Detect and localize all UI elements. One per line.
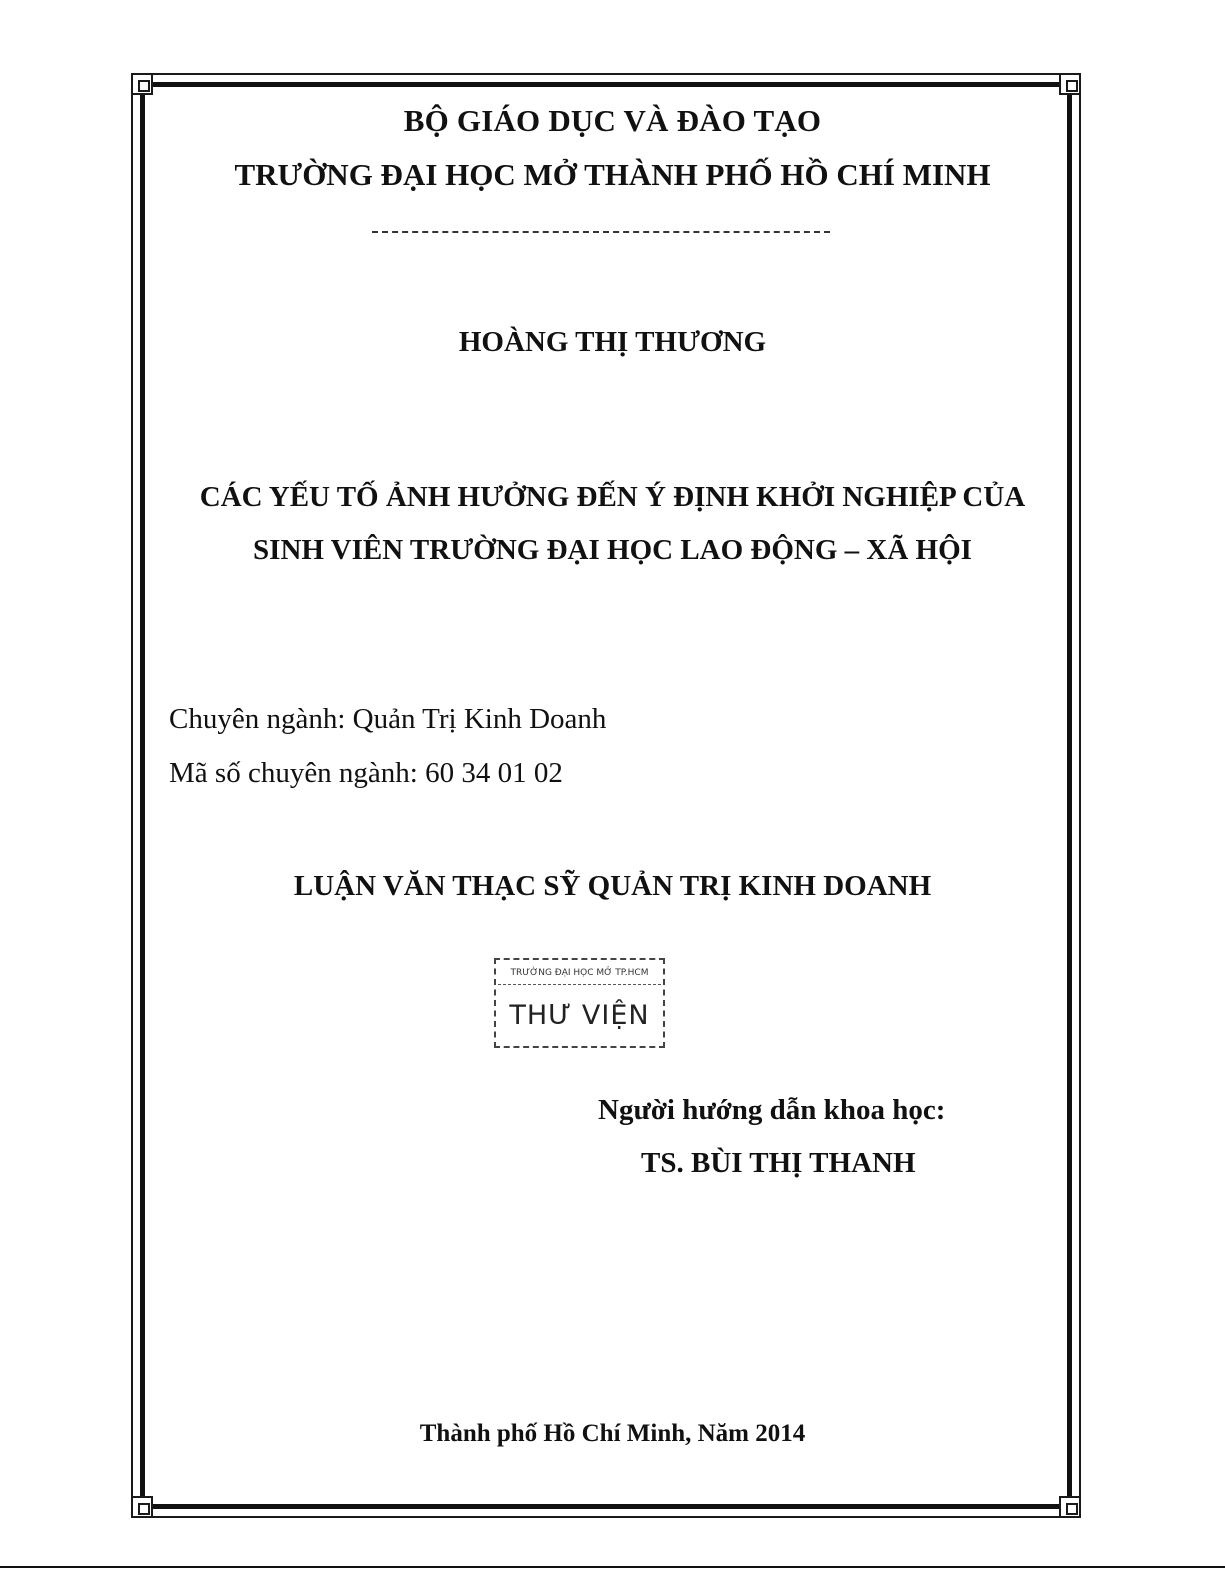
thesis-title-line-1: CÁC YẾU TỐ ẢNH HƯỞNG ĐẾN Ý ĐỊNH KHỞI NGHIỆP CỦA bbox=[199, 481, 1026, 513]
advisor-label: Người hướng dẫn khoa học: bbox=[598, 1094, 946, 1126]
library-stamp-label: THƯ VIỆN bbox=[509, 1000, 650, 1031]
advisor-name: TS. BÙI THỊ THANH bbox=[641, 1147, 916, 1179]
border-corner-ornament bbox=[131, 1496, 153, 1518]
ministry-name: BỘ GIÁO DỤC VÀ ĐÀO TẠO bbox=[403, 103, 822, 138]
university-name: TRƯỜNG ĐẠI HỌC MỞ THÀNH PHỐ HỒ CHÍ MINH bbox=[234, 157, 991, 192]
library-stamp bbox=[494, 958, 665, 1048]
border-corner-ornament bbox=[1059, 1496, 1081, 1518]
place-and-year: Thành phố Hồ Chí Minh, Năm 2014 bbox=[419, 1420, 806, 1447]
thesis-title-line-2: SINH VIÊN TRƯỜNG ĐẠI HỌC LAO ĐỘNG – XÃ HỘI bbox=[253, 534, 972, 566]
major-code-field: Mã số chuyên ngành: 60 34 01 02 bbox=[169, 757, 563, 789]
library-stamp-header: TRƯỜNG ĐẠI HỌC MỞ TP.HCM bbox=[498, 962, 661, 985]
author-name: HOÀNG THỊ THƯƠNG bbox=[458, 326, 767, 358]
border-corner-ornament bbox=[131, 73, 153, 95]
degree-title: LUẬN VĂN THẠC SỸ QUẢN TRỊ KINH DOANH bbox=[293, 870, 932, 902]
header-divider bbox=[372, 231, 830, 233]
scan-bottom-edge bbox=[0, 1566, 1225, 1568]
major-field: Chuyên ngành: Quản Trị Kinh Doanh bbox=[169, 703, 607, 735]
border-corner-ornament bbox=[1059, 73, 1081, 95]
page-border-inner bbox=[140, 82, 1072, 1509]
